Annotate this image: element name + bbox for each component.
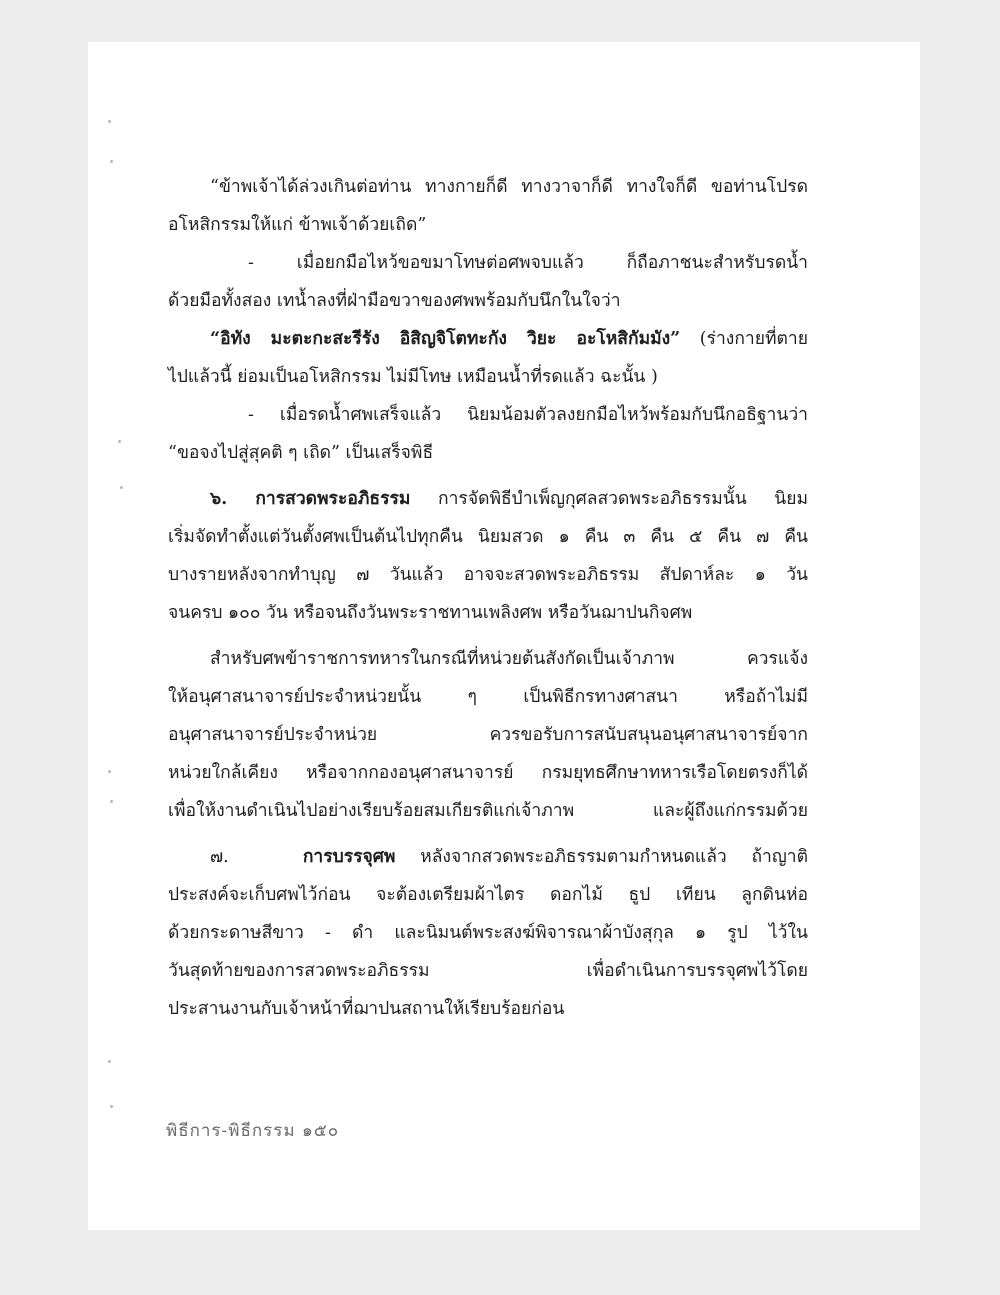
text-line: ด้วยกระดาษสีขาว - ดำ และนิมนต์พระสงฆ์พิจารณาผ้าบังสุกุล ๑ รูป ไว้ใน <box>168 923 808 943</box>
chant-translation: (ร่างกายที่ตาย <box>680 329 808 349</box>
text-line: บางรายหลังจากทำบุญ ๗ วันแล้ว อาจจะสวดพระอภิธรรม สัปดาห์ละ ๑ วัน <box>168 565 808 585</box>
page-footer: พิธีการ-พิธีกรรม ๑๕๐ <box>166 1121 340 1141</box>
text-line: วันสุดท้ายของการสวดพระอภิธรรม เพื่อดำเนินการบรรจุศพไว้โดย <box>168 961 808 981</box>
text-line: ไปแล้วนี้ ย่อมเป็นอโหสิกรรม ไม่มีโทษ เหมือนน้ำที่รดแล้ว ฉะนั้น ) <box>168 367 658 387</box>
scan-speck <box>110 800 113 803</box>
document-body <box>168 168 808 1028</box>
text-line: หน่วยใกล้เคียง หรือจากกองอนุศาสนาจารย์ กรมยุทธศึกษาทหารเรือโดยตรงก็ได้ <box>168 763 808 783</box>
scan-speck <box>110 160 113 163</box>
text-line: - เมื่อยกมือไหว้ขอขมาโทษต่อศพจบแล้ว ก็ถือภาชนะสำหรับรดน้ำ <box>248 253 808 273</box>
scan-speck <box>120 486 123 489</box>
text-line: ประสานงานกับเจ้าหน้าที่ฌาปนสถานให้เรียบร้อยก่อน <box>168 999 565 1019</box>
text-line: ให้อนุศาสนาจารย์ประจำหน่วยนั้น ๆ เป็นพิธีกรทางศาสนา หรือถ้าไม่มี <box>168 687 808 707</box>
scan-speck <box>108 1060 111 1063</box>
text-line: “ขอจงไปสู่สุคติ ๆ เถิด” เป็นเสร็จพิธี <box>168 443 434 463</box>
chant-text: “อิทัง มะตะกะสะรีรัง อิสิญจิโตทะกัง วิยะ อะโหสิกัมมัง” <box>210 329 681 349</box>
text-line <box>168 320 808 358</box>
section-number: ๗. <box>210 847 229 867</box>
section-heading: การบรรจุศพ <box>302 847 396 867</box>
section-text: หลังจากสวดพระอภิธรรมตามกำหนดแล้ว ถ้าญาติ <box>395 847 808 867</box>
text-line <box>168 838 808 876</box>
section-heading: ๖. การสวดพระอภิธรรม <box>210 489 411 509</box>
text-line: เริ่มจัดทำตั้งแต่วันตั้งศพเป็นต้นไปทุกคืน นิยมสวด ๑ คืน ๓ คืน ๕ คืน ๗ คืน <box>168 527 808 547</box>
text-line: ประสงค์จะเก็บศพไว้ก่อน จะต้องเตรียมผ้าไตร ดอกไม้ ธูป เทียน ลูกดินห่อ <box>168 885 808 905</box>
text-line: อนุศาสนาจารย์ประจำหน่วย ควรขอรับการสนับสนุนอนุศาสนาจารย์จาก <box>168 725 808 745</box>
text-line: อโหสิกรรมให้แก่ ข้าพเจ้าด้วยเถิด” <box>168 215 427 235</box>
text-line: ด้วยมือทั้งสอง เทน้ำลงที่ฝ่ามือขวาของศพพร้อมกับนึกในใจว่า <box>168 291 621 311</box>
text-line: - เมื่อรดน้ำศพเสร็จแล้ว นิยมน้อมตัวลงยกมือไหว้พร้อมกับนึกอธิฐานว่า <box>248 405 808 425</box>
text-line <box>168 480 808 518</box>
text-line: สำหรับศพข้าราชการทหารในกรณีที่หน่วยต้นสังกัดเป็นเจ้าภาพ ควรแจ้ง <box>210 649 808 669</box>
section-text: การจัดพิธีบำเพ็ญกุศลสวดพระอภิธรรมนั้น นิยม <box>410 489 808 509</box>
scan-speck <box>118 440 121 443</box>
scan-speck <box>108 120 111 123</box>
scan-speck <box>110 1105 113 1108</box>
scan-speck <box>108 770 111 773</box>
text-line: เพื่อให้งานดำเนินไปอย่างเรียบร้อยสมเกียรติแก่เจ้าภาพ และผู้ถึงแก่กรรมด้วย <box>168 801 808 821</box>
text-line: “ข้าพเจ้าได้ล่วงเกินต่อท่าน ทางกายก็ดี ทางวาจาก็ดี ทางใจก็ดี ขอท่านโปรด <box>210 177 808 197</box>
text-line: จนครบ ๑๐๐ วัน หรือจนถึงวันพระราชทานเพลิงศพ หรือวันฌาปนกิจศพ <box>168 603 693 623</box>
